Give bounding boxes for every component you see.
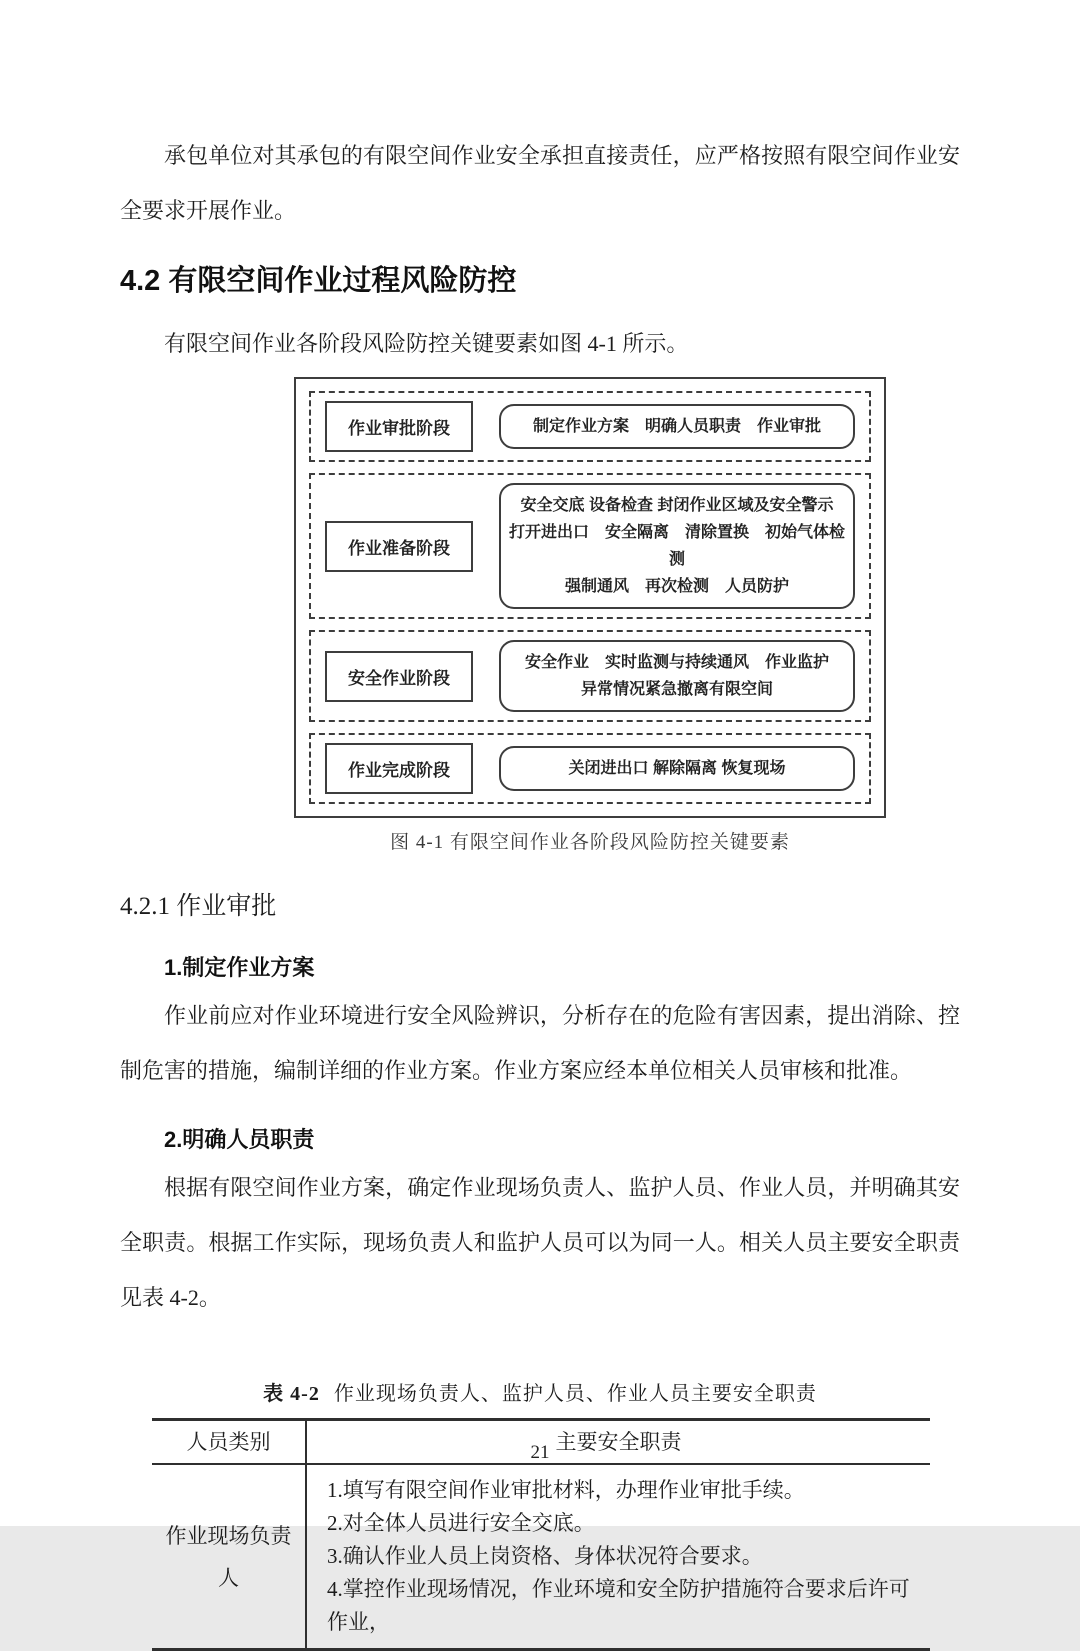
item1-paragraph: 作业前应对作业环境进行安全风险辨识，分析存在的危险有害因素，提出消除、控制危害的措施，编制详细的作业方案。作业方案应经本单位相关人员审核和批准。 xyxy=(120,1003,960,1083)
figure-line: 打开进出口 安全隔离 清除置换 初始气体检测 xyxy=(509,524,846,568)
table-cell-role: 作业现场负责人 xyxy=(152,1465,307,1648)
item2-heading: 2.明确人员职责 xyxy=(164,1127,315,1152)
table-title xyxy=(120,1377,960,1406)
table-cell-duties xyxy=(307,1465,930,1648)
figure-line: 强制通风 再次检测 人员防护 xyxy=(564,578,789,595)
figure-line: 制定作业方案 明确人员职责 作业审批 xyxy=(532,418,821,435)
figure-4-1 xyxy=(294,377,886,854)
figure-intro-paragraph: 有限空间作业各阶段风险防控关键要素如图 4-1 所示。 xyxy=(164,331,689,356)
figure-line: 关闭进出口 解除隔离 恢复现场 xyxy=(568,760,786,777)
stage-label-preparation: 作业准备阶段 xyxy=(325,521,473,572)
duty-line: 4.掌控作业现场情况，作业环境和安全防护措施符合要求后许可作业， xyxy=(327,1577,910,1634)
table-header-role: 人员类别 xyxy=(152,1421,307,1463)
figure-row-approval xyxy=(309,391,871,462)
figure-outer-frame xyxy=(294,377,886,818)
item2-paragraph: 根据有限空间作业方案，确定作业现场负责人、监护人员、作业人员，并明确其安全职责。根据工作实际，现场负责人和监护人员可以为同一人。相关人员主要安全职责见表 4-2。 xyxy=(120,1175,960,1310)
stage-items-approval xyxy=(499,404,855,449)
figure-row-completion xyxy=(309,733,871,804)
table-header-duties: 主要安全职责 xyxy=(555,1430,682,1454)
stage-label-completion: 作业完成阶段 xyxy=(325,743,473,794)
stage-label-safe-work: 安全作业阶段 xyxy=(325,651,473,702)
figure-line: 安全交底 设备检查 封闭作业区域及安全警示 xyxy=(520,497,834,514)
duty-line: 3.确认作业人员上岗资格、身体状况符合要求。 xyxy=(327,1544,763,1568)
figure-caption: 图 4-1 有限空间作业各阶段风险防控关键要素 xyxy=(390,832,790,853)
figure-line: 安全作业 实时监测与持续通风 作业监护 xyxy=(524,654,829,671)
figure-row-preparation xyxy=(309,473,871,619)
stage-items-preparation xyxy=(499,483,855,609)
stage-label-approval: 作业审批阶段 xyxy=(325,401,473,452)
subsection-heading: 4.2.1 作业审批 xyxy=(120,893,277,920)
table-row xyxy=(152,1465,930,1648)
table-title-label: 表 4-2 xyxy=(263,1383,320,1405)
stage-items-completion xyxy=(499,746,855,791)
stage-items-safe-work xyxy=(499,640,855,712)
duty-line: 1.填写有限空间作业审批材料，办理作业审批手续。 xyxy=(327,1478,805,1502)
intro-paragraph: 承包单位对其承包的有限空间作业安全承担直接责任，应严格按照有限空间作业安全要求开展作业。 xyxy=(120,143,960,223)
figure-line: 异常情况紧急撤离有限空间 xyxy=(580,681,773,698)
page-number: 21 xyxy=(530,1442,550,1463)
duty-line: 2.对全体人员进行安全交底。 xyxy=(327,1511,595,1535)
item1-heading: 1.制定作业方案 xyxy=(164,955,315,980)
section-heading: 4.2 有限空间作业过程风险防控 xyxy=(120,265,517,297)
table-title-text: 作业现场负责人、监护人员、作业人员主要安全职责 xyxy=(333,1383,817,1405)
figure-row-safe-work xyxy=(309,630,871,722)
